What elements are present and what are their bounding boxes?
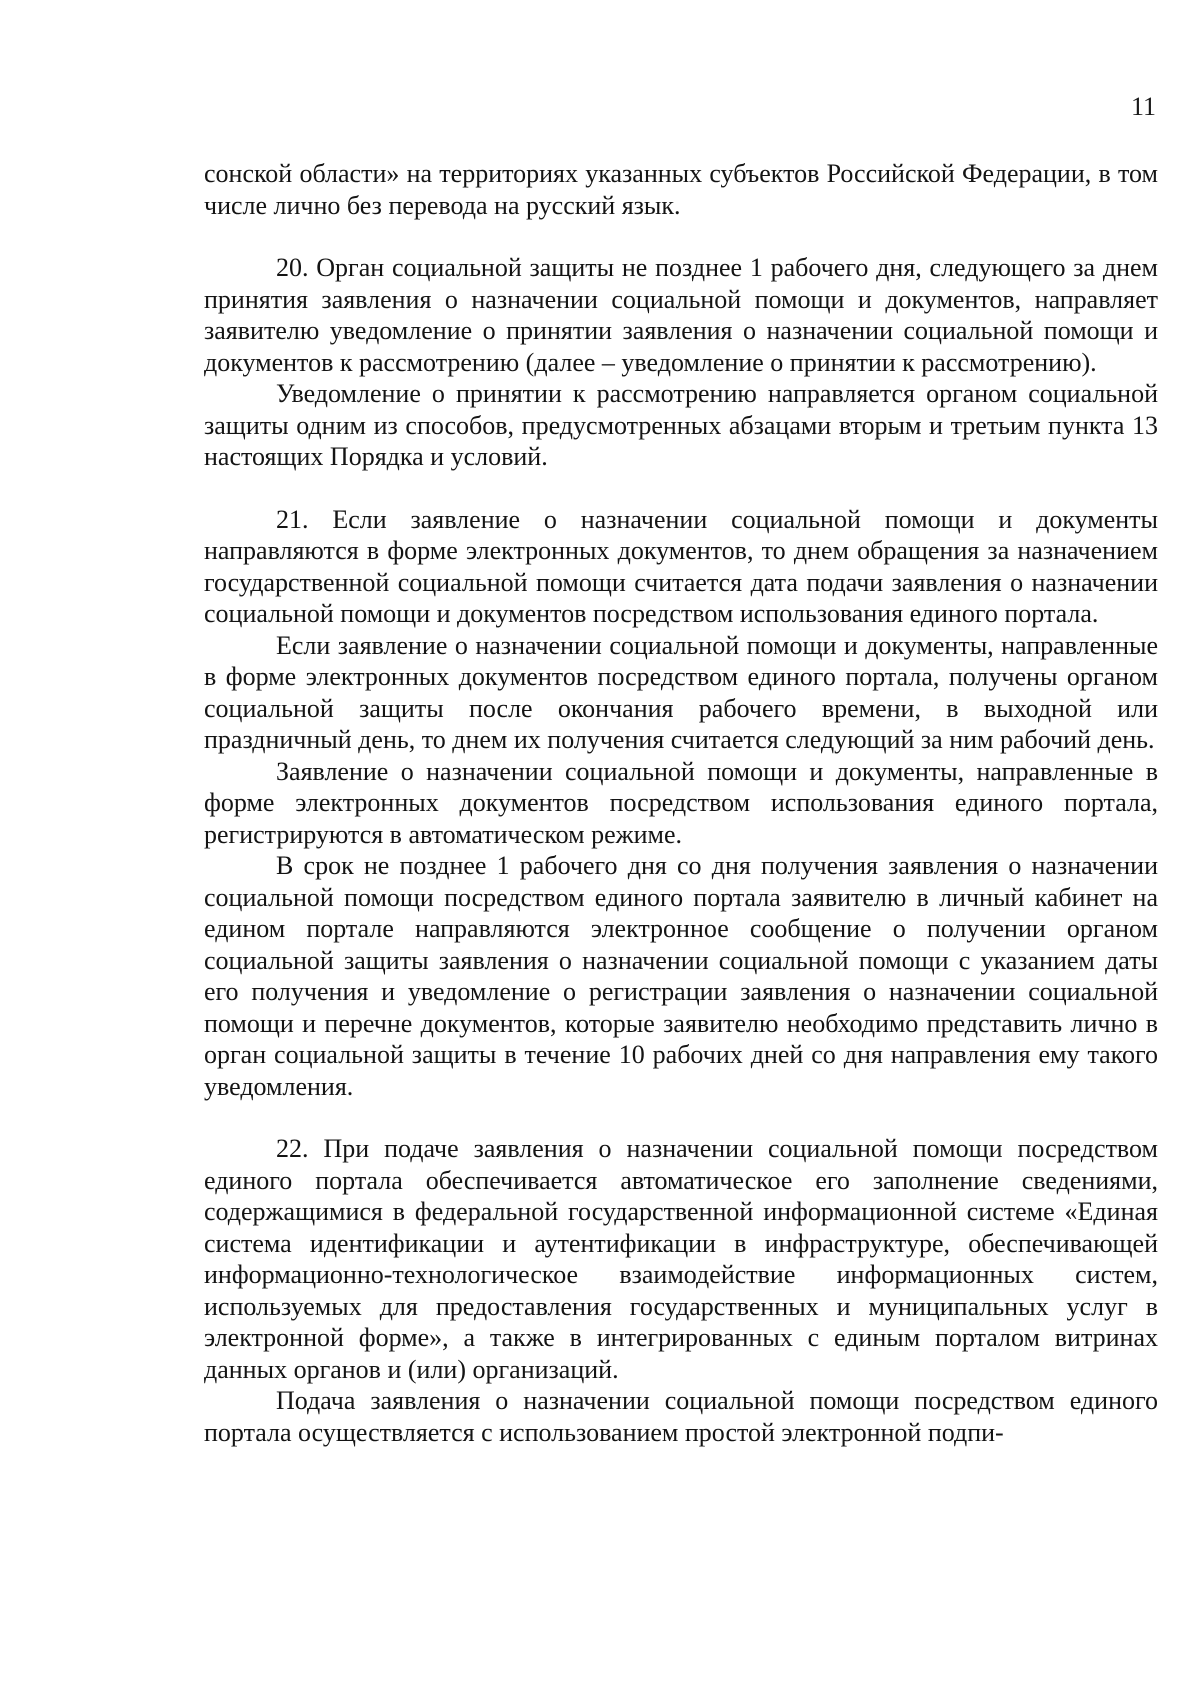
paragraph-item-20-notice: Уведомление о принятии к рассмотрению направляется органом социальной защиты одним из способов, предусмотренных абзацами вторым и третьим пункта 13 настоящих Порядка и условий.	[204, 379, 1158, 471]
paragraph-item-21-deadline: В срок не позднее 1 рабочего дня со дня получения заявления о назначении социальной помощи посредством единого портала заявителю в личный кабинет на едином портале направляются электронное сообщение о получении органом социальной защиты заявления о назначении социальной помощи с указанием даты его получения и уведомление о регистрации заявления о назначении социальной помощи и перечне документов, которые заявителю необходимо представить лично в орган социальной защиты в течение 10 рабочих дней со дня направления ему такого уведомления.	[204, 851, 1158, 1101]
paragraph-item-22: 22. При подаче заявления о назначении социальной помощи посредством единого портала обеспечивается автоматическое его заполнение сведениями, содержащимися в федеральной государственной информационной системе «Единая система идентификации и аутентификации в инфраструктуре, обеспечивающей информационно-технологическое взаимодействие информационных систем, используемых для предоставления государственных и муниципальных услуг в электронной форме», а также в интегрированных с единым порталом витринах данных органов и (или) организаций.	[204, 1134, 1158, 1384]
paragraph-item-20: 20. Орган социальной защиты не позднее 1 рабочего дня, следующего за днем принятия заявления о назначении социальной помощи и документов, направляет заявителю уведомление о принятии заявления о назначении социальной помощи и документов к рассмотрению (далее – уведомление о принятии к рассмотрению).	[204, 253, 1158, 377]
paragraph-item-21-after-hours: Если заявление о назначении социальной помощи и документы, направленные в форме электронных документов посредством единого портала, получены органом социальной защиты после окончания рабочего времени, в выходной или праздничный день, то днем их получения считается следующий за ним рабочий день.	[204, 630, 1158, 754]
document-body	[204, 158, 1158, 1448]
paragraph-item-21: 21. Если заявление о назначении социальной помощи и документы направляются в форме электронных документов, то днем обращения за назначением государственной социальной помощи считается дата подачи заявления о назначении социальной помощи и документов посредством использования единого портала.	[204, 504, 1158, 628]
paragraph-item-21-registration: Заявление о назначении социальной помощи и документы, направленные в форме электронных документов посредством использования единого портала, регистрируются в автоматическом режиме.	[204, 756, 1158, 849]
paragraph-item-22-signature: Подача заявления о назначении социальной помощи посредством единого портала осуществляется с использованием простой электронной подпи-	[204, 1386, 1158, 1447]
page-number: 11	[1130, 92, 1156, 121]
paragraph-continuation: сонской области» на территориях указанных субъектов Российской Федерации, в том числе лично без перевода на русский язык.	[204, 159, 1158, 220]
